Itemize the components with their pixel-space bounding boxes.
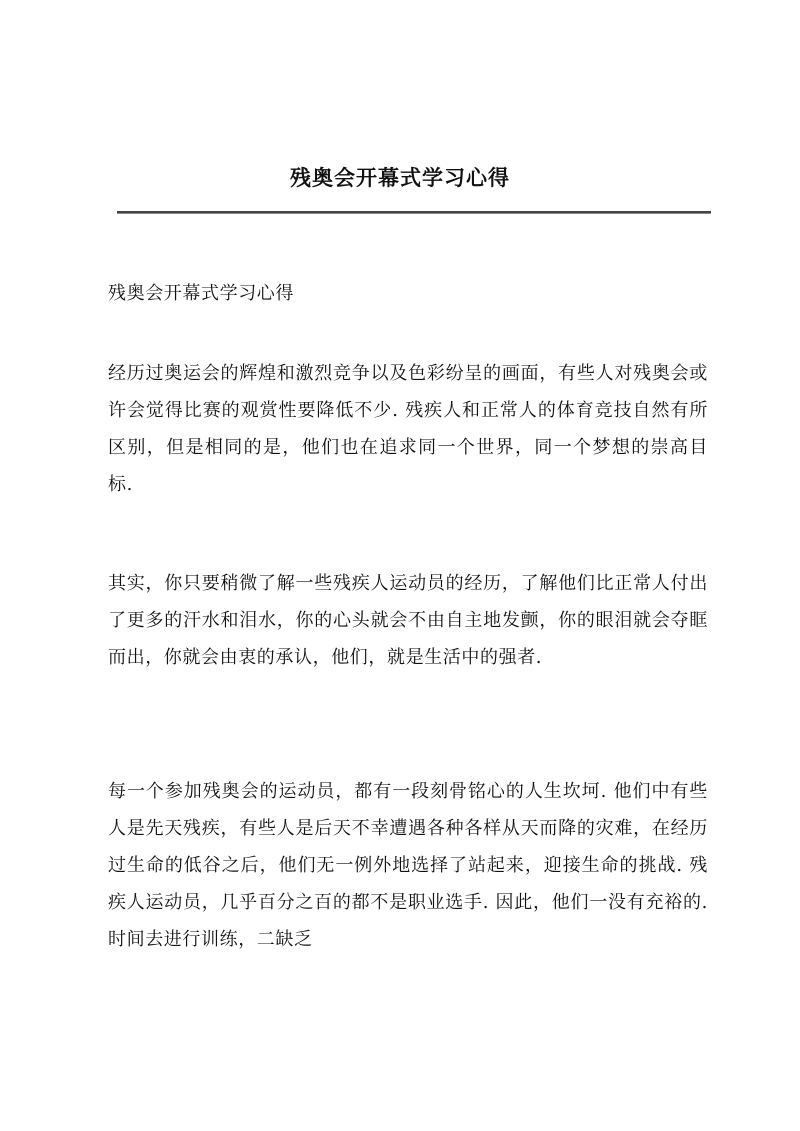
paragraph-1: 经历过奥运会的辉煌和激烈竞争以及色彩纷呈的画面，有些人对残奥会或许会觉得比赛的观赏性要降低不少. 残疾人和正常人的体育竞技自然有所区别，但是相同的是，他们也在追求同一个世界，同一个梦想的崇高目标. <box>108 363 708 495</box>
paragraph-3: 每一个参加残奥会的运动员，都有一段刻骨铭心的人生坎坷. 他们中有些人是先天残疾，有些人是后天不幸遭遇各种各样从天而降的灾难，在经历过生命的低谷之后，他们无一例外地选择了站起来，迎接生命的挑战. 残疾人运动员，几乎百分之百的都不是职业选手. 因此，他们一没有充裕的.时间去进行训练，二缺乏 <box>108 781 708 950</box>
document-title: 残奥会开幕式学习心得 <box>290 165 510 190</box>
paragraph-2: 其实，你只要稍微了解一些残疾人运动员的经历，了解他们比正常人付出了更多的汗水和泪水，你的心头就会不由自主地发颤，你的眼泪就会夺眶而出，你就会由衷的承认，他们，就是生活中的强者. <box>108 573 708 668</box>
title-divider <box>117 211 711 214</box>
section-heading: 残奥会开幕式学习心得 <box>108 283 294 304</box>
